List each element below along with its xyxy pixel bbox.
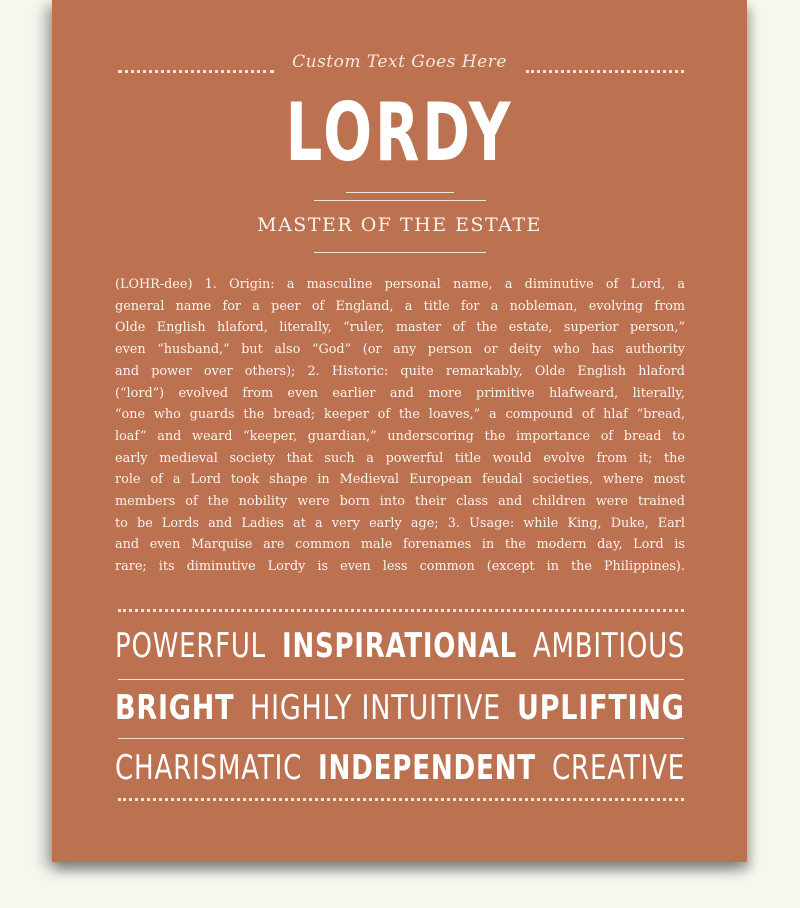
definition-line: (“lord”) evolved from even earlier and more primitive hlafweard, literally, [115,385,685,401]
definition-line: members of the nobility were born into their class and children were trained [115,494,685,510]
title-rule-middle [314,200,486,201]
dotted-divider-traits-bottom [118,798,684,801]
definition-line: loaf” and weard “keeper, guardian,” underscoring the importance of bread to [115,428,685,444]
name-title: LORDY [285,86,514,179]
definition-line: rare; its diminutive Lordy is even less common (except in the Philippines). [115,559,685,575]
dotted-divider-traits-top [118,609,684,612]
definition-line: and even Marquise are common male forenames in the modern day, Lord is [115,537,685,553]
name-meaning: MASTER OF THE ESTATE [257,214,542,236]
trait-row-1 [115,624,685,668]
definition-line: general name for a peer of England, a title for a nobleman, evolving from [115,298,685,314]
trait-word: INSPIRATIONAL [281,626,517,666]
trait-word: CHARISMATIC [115,748,303,788]
definition-text [115,274,685,578]
title-rule-top [346,192,454,193]
definition-line: early medieval society that such a powerful title would evolve from it; the [115,450,685,466]
definition-line: “one who guards the bread; keeper of the loaves,” a compound of hlaf “bread, [115,407,685,423]
trait-word: AMBITIOUS [532,626,685,666]
trait-word: UPLIFTING [517,688,685,728]
name-poster [52,0,747,862]
trait-word: CREATIVE [551,748,686,788]
custom-text: Custom Text Goes Here [292,52,507,72]
definition-line: Olde English hlaford, literally, “ruler, master of the estate, superior person,” [115,320,685,336]
definition-line: to be Lords and Ladies at a very early age; 3. Usage: while King, Duke, Earl [115,515,685,531]
definition-line: role of a Lord took shape in Medieval European feudal societies, where most [115,472,685,488]
trait-word: POWERFUL [115,626,266,666]
trait-row-3 [115,746,685,790]
dotted-divider-right [526,70,684,73]
definition-line: (LOHR-dee) 1. Origin: a masculine personal name, a diminutive of Lord, a [115,277,685,292]
trait-rule-1 [118,679,684,680]
definition-line: even “husband,” but also “God” (or any person or deity who has authority [115,342,685,358]
trait-word: BRIGHT [115,688,235,728]
trait-rule-2 [118,738,684,739]
definition-line: and power over others); 2. Historic: quite remarkably, Olde English hlaford [115,363,685,379]
meaning-rule [314,252,486,253]
trait-word: INDEPENDENT [318,748,536,788]
trait-word: HIGHLY INTUITIVE [250,688,502,728]
trait-row-2 [115,686,685,730]
